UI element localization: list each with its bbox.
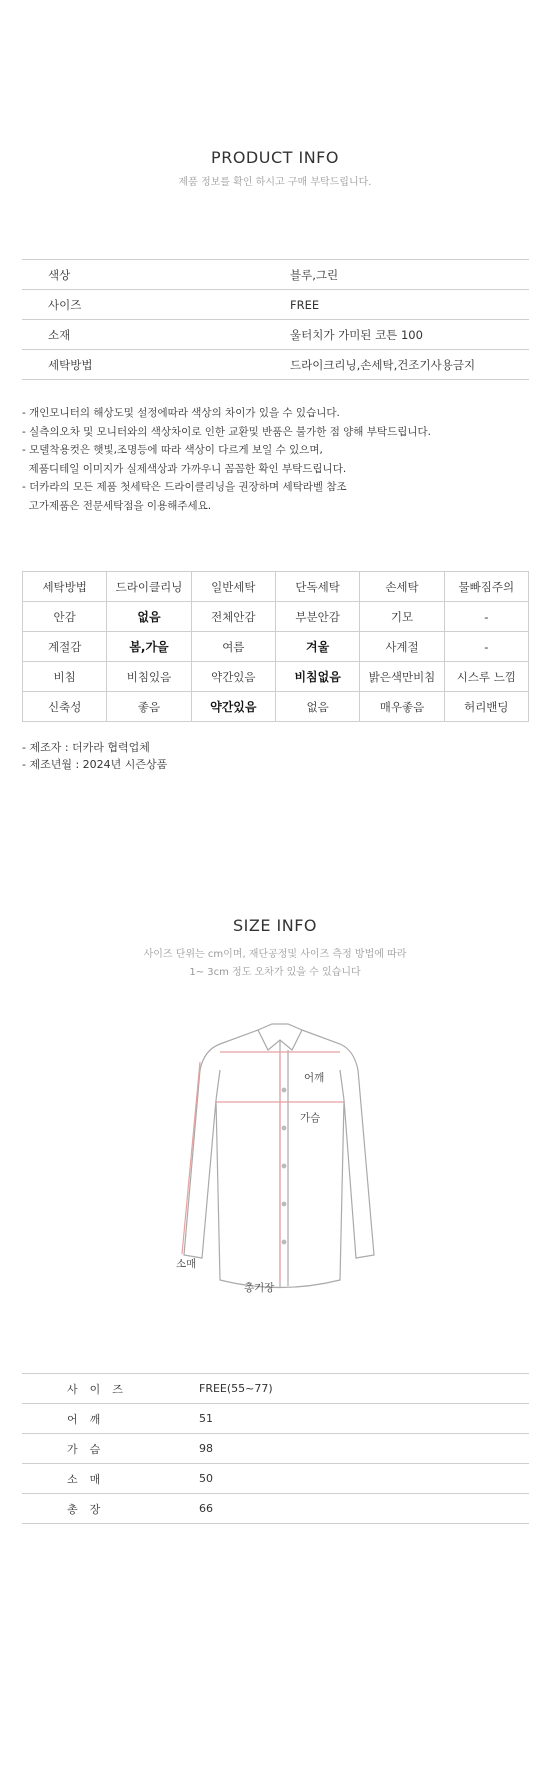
size-value: 66 xyxy=(199,1494,529,1524)
shoulder-label: 어깨 xyxy=(304,1072,325,1084)
grid-cell: 없음 xyxy=(275,692,359,722)
grid-cell: 물빠짐주의 xyxy=(444,572,528,602)
size-row xyxy=(22,1434,529,1464)
notice-line: 고가제품은 전문세탁점을 이용해주세요. xyxy=(22,499,212,512)
grid-cell: 매우좋음 xyxy=(360,692,444,722)
grid-cell: 비침없음 xyxy=(275,662,359,692)
grid-cell: 시스루 느낌 xyxy=(444,662,528,692)
grid-cell: 단독세탁 xyxy=(275,572,359,602)
info-row xyxy=(22,290,529,320)
info-value: 울터치가 가미된 코튼 100 xyxy=(290,320,529,350)
size-key: 사이즈 xyxy=(22,1374,199,1404)
size-info-subtitle-1: 사이즈 단위는 cm이며, 재단공정및 사이즈 측정 방법에 따라 xyxy=(143,949,407,960)
manufacturer-text: - 제조자 : 더카라 협력업체 xyxy=(22,741,150,754)
notice-line: - 실측의오차 및 모니터와의 색상차이로 인한 교환및 반품은 불가한 점 양해 부탁드립니다. xyxy=(22,425,431,438)
size-row xyxy=(22,1374,529,1404)
grid-cell: 봄,가을 xyxy=(107,632,191,662)
shirt-measurement-diagram xyxy=(160,1010,390,1304)
grid-cell: 드라이클리닝 xyxy=(107,572,191,602)
grid-row xyxy=(23,692,529,722)
size-value: 98 xyxy=(199,1434,529,1464)
grid-row-header: 안감 xyxy=(23,602,107,632)
info-key: 세탁방법 xyxy=(22,350,290,380)
size-row xyxy=(22,1494,529,1524)
size-key: 총장 xyxy=(22,1494,199,1524)
size-key: 가슴 xyxy=(22,1434,199,1464)
notice-line: - 개인모니터의 해상도및 설정에따라 색상의 차이가 있을 수 있습니다. xyxy=(22,407,340,419)
maker-info xyxy=(22,739,167,773)
notice-line: - 더카라의 모든 제품 첫세탁은 드라이클리닝을 권장하며 세탁라벨 참조 xyxy=(22,481,347,493)
size-info-title: SIZE INFO xyxy=(232,916,317,935)
grid-row xyxy=(23,602,529,632)
product-info-subtitle: 제품 정보를 확인 하시고 구매 부탁드립니다. xyxy=(178,177,372,188)
grid-row-header: 세탁방법 xyxy=(23,572,107,602)
info-value: 드라이크리닝,손세탁,건조기사용금지 xyxy=(290,350,529,380)
grid-cell: 손세탁 xyxy=(360,572,444,602)
info-key: 소재 xyxy=(22,320,290,350)
size-value: 50 xyxy=(199,1464,529,1494)
chest-label: 가슴 xyxy=(300,1112,321,1124)
size-key: 어깨 xyxy=(22,1404,199,1434)
info-row xyxy=(22,350,529,380)
info-value: 블루,그린 xyxy=(290,260,529,290)
grid-row xyxy=(23,632,529,662)
property-grid xyxy=(22,571,529,722)
grid-cell: - xyxy=(444,632,528,662)
grid-row-header: 신축성 xyxy=(23,692,107,722)
grid-row-header: 비침 xyxy=(23,662,107,692)
length-label: 총기장 xyxy=(244,1282,275,1294)
notice-list xyxy=(22,404,532,515)
grid-cell: 비침있음 xyxy=(107,662,191,692)
info-row xyxy=(22,320,529,350)
grid-cell: 전체안감 xyxy=(191,602,275,632)
grid-cell: 밝은색만비침 xyxy=(360,662,444,692)
size-key: 소매 xyxy=(22,1464,199,1494)
grid-row xyxy=(23,572,529,602)
size-table xyxy=(22,1373,529,1524)
size-value: 51 xyxy=(199,1404,529,1434)
grid-cell: 부분안감 xyxy=(275,602,359,632)
size-row xyxy=(22,1464,529,1494)
grid-cell: 겨울 xyxy=(275,632,359,662)
product-info-table xyxy=(22,259,529,380)
size-value: FREE(55~77) xyxy=(199,1374,529,1404)
sleeve-label: 소매 xyxy=(176,1258,197,1270)
notice-line: 제품디테일 이미지가 실제색상과 가까우니 꼼꼼한 확인 부탁드립니다. xyxy=(22,462,347,475)
manufacture-date-text: - 제조년월 : 2024년 시즌상품 xyxy=(22,758,168,771)
grid-cell: 약간있음 xyxy=(191,692,275,722)
info-key: 색상 xyxy=(22,260,290,290)
notice-line: - 모델착용컷은 햇빛,조명등에 따라 색상이 다르게 보일 수 있으며, xyxy=(22,444,323,456)
grid-cell: 사계절 xyxy=(360,632,444,662)
grid-cell: 여름 xyxy=(191,632,275,662)
grid-row xyxy=(23,662,529,692)
grid-cell: 좋음 xyxy=(107,692,191,722)
grid-cell: 기모 xyxy=(360,602,444,632)
info-key: 사이즈 xyxy=(22,290,290,320)
grid-cell: 일반세탁 xyxy=(191,572,275,602)
grid-cell: 허리밴딩 xyxy=(444,692,528,722)
size-row xyxy=(22,1404,529,1434)
size-info-subtitle-2: 1~ 3cm 정도 오차가 있을 수 있습니다 xyxy=(189,967,361,978)
grid-cell: 없음 xyxy=(107,602,191,632)
grid-cell: - xyxy=(444,602,528,632)
info-row xyxy=(22,260,529,290)
info-value: FREE xyxy=(290,290,529,320)
product-info-title: PRODUCT INFO xyxy=(211,148,339,167)
grid-cell: 약간있음 xyxy=(191,662,275,692)
grid-row-header: 계절감 xyxy=(23,632,107,662)
